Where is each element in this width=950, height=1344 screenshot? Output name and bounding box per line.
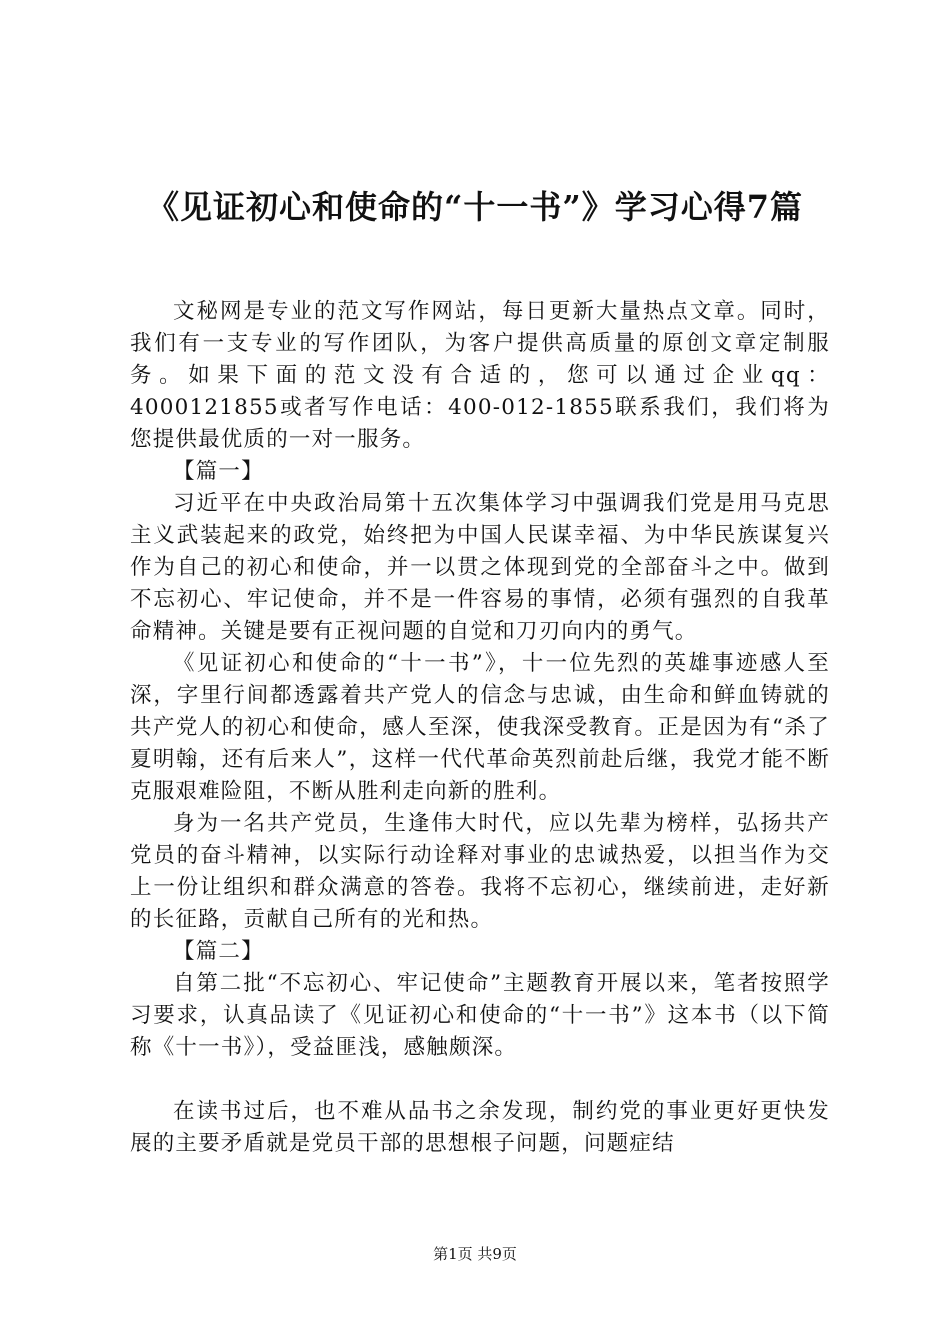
section-1-paragraph-1: 习近平在中央政治局第十五次集体学习中强调我们党是用马克思主义武装起来的政党，始终把为中国人民谋幸福、为中华民族谋复兴作为自己的初心和使命，并一以贯之体现到党的全部奋斗之中。做到不忘初心、牢记使命，并不是一件容易的事情，必须有强烈的自我革命精神。关键是要有正视问题的自觉和刀刃向内的勇气。 (130, 491, 830, 644)
intro-paragraph: 文秘网是专业的范文写作网站，每日更新大量热点文章。同时，我们有一支专业的写作团队，为客户提供高质量的原创文章定制服务。如果下面的范文没有合适的，您可以通过企业qq：4000121855或者写作电话：400-012-1855联系我们，我们将为您提供最优质的一对一服务。 (130, 299, 830, 452)
section-2-paragraph-2: 在读书过后，也不难从品书之余发现，制约党的事业更好更快发展的主要矛盾就是党员干部的思想根子问题，问题症结 (130, 1099, 830, 1156)
section-1-paragraph-2: 《见证初心和使命的“十一书”》，十一位先烈的英雄事迹感人至深，字里行间都透露着共产党人的信念与忠诚，由生命和鲜血铸就的共产党人的初心和使命，感人至深，使我深受教育。正是因为有“杀了夏明翰，还有后来人”，这样一代代革命英烈前赴后继，我党才能不断克服艰难险阻，不断从胜利走向新的胜利。 (130, 651, 830, 804)
document-body (130, 296, 830, 1160)
section-2-label: 【篇二】 (173, 939, 264, 964)
section-1-paragraph-3: 身为一名共产党员，生逢伟大时代，应以先辈为榜样，弘扬共产党员的奋斗精神，以实际行动诠释对事业的忠诚热爱，以担当作为交上一份让组织和群众满意的答卷。我将不忘初心，继续前进，走好新的长征路，贡献自己所有的光和热。 (130, 811, 830, 932)
section-1-label: 【篇一】 (173, 459, 264, 484)
document-title: 《见证初心和使命的“十一书”》学习心得7篇 (146, 188, 804, 226)
page-footer: 第1页 共9页 (433, 1245, 517, 1263)
section-2-paragraph-1: 自第二批“不忘初心、牢记使命”主题教育开展以来，笔者按照学习要求，认真品读了《见证初心和使命的“十一书”》这本书（以下简称《十一书》），受益匪浅，感触颇深。 (130, 971, 830, 1060)
